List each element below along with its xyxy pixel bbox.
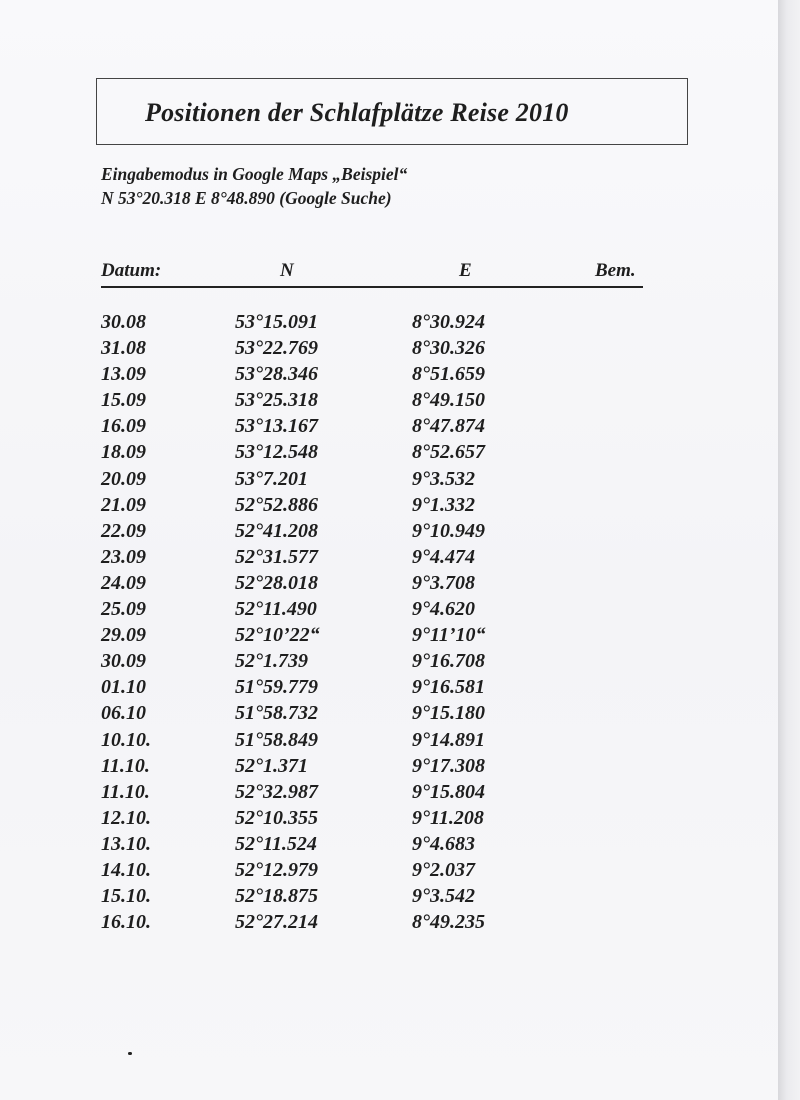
- row-north: 53°15.091: [235, 311, 318, 333]
- header-north: N: [280, 260, 294, 281]
- header-note: Bem.: [595, 260, 636, 281]
- row-north: 52°1.739: [235, 650, 308, 673]
- table-row: [101, 468, 661, 494]
- table-row: [101, 755, 661, 781]
- row-east: 9°4.620: [412, 598, 475, 621]
- table-row: [101, 520, 661, 546]
- row-east: 9°10.949: [412, 519, 485, 542]
- row-east: 9°3.532: [412, 467, 475, 490]
- row-north: 53°25.318: [235, 389, 318, 412]
- row-east: 9°3.708: [412, 571, 475, 594]
- table-row: [101, 702, 661, 728]
- table-row: [101, 572, 661, 598]
- row-east: 8°49.235: [412, 911, 485, 934]
- row-north: 52°32.987: [235, 780, 318, 803]
- row-east: 9°1.332: [412, 493, 475, 516]
- row-east: 9°16.708: [412, 650, 485, 673]
- row-east: 9°4.683: [412, 832, 475, 855]
- row-date: 15.10.: [101, 885, 151, 908]
- row-north: 53°13.167: [235, 415, 318, 438]
- row-north: 52°10.355: [235, 806, 318, 829]
- row-east: 9°2.037: [412, 858, 475, 881]
- row-east: 9°11’10“: [412, 624, 486, 647]
- row-east: 8°30.924: [412, 311, 485, 333]
- row-east: 9°14.891: [412, 728, 485, 751]
- scan-edge: [778, 0, 800, 1100]
- row-date: 15.09: [101, 389, 146, 412]
- table-row: [101, 598, 661, 624]
- row-east: 9°17.308: [412, 754, 485, 777]
- row-east: 8°52.657: [412, 441, 485, 464]
- table-row: [101, 494, 661, 520]
- table-row: [101, 807, 661, 833]
- row-north: 53°7.201: [235, 467, 308, 490]
- table-row: [101, 311, 661, 337]
- row-east: 8°49.150: [412, 389, 485, 412]
- row-date: 16.09: [101, 415, 146, 438]
- row-north: 53°12.548: [235, 441, 318, 464]
- row-east: 9°15.180: [412, 702, 485, 725]
- row-date: 31.08: [101, 337, 146, 360]
- row-date: 11.10.: [101, 780, 150, 803]
- page-title: Positionen der Schlafplätze Reise 2010: [145, 98, 569, 127]
- table-row: [101, 546, 661, 572]
- row-date: 10.10.: [101, 728, 151, 751]
- row-date: 21.09: [101, 493, 146, 516]
- row-date: 13.09: [101, 363, 146, 386]
- row-date: 22.09: [101, 519, 146, 542]
- table-row: [101, 911, 661, 937]
- table-row: [101, 441, 661, 467]
- header-date: Datum:: [101, 260, 162, 281]
- row-east: 9°3.542: [412, 885, 475, 908]
- row-date: 30.08: [101, 311, 146, 333]
- row-date: 20.09: [101, 467, 146, 490]
- table-row: [101, 781, 661, 807]
- row-north: 52°52.886: [235, 493, 318, 516]
- row-east: 9°4.474: [412, 545, 475, 568]
- row-date: 06.10: [101, 702, 146, 725]
- row-date: 12.10.: [101, 806, 151, 829]
- row-date: 30.09: [101, 650, 146, 673]
- row-north: 52°11.490: [235, 598, 317, 621]
- row-east: 9°15.804: [412, 780, 485, 803]
- row-date: 29.09: [101, 624, 146, 647]
- table-row: [101, 859, 661, 885]
- row-date: 01.10: [101, 676, 146, 699]
- coordinates-table: [101, 311, 661, 937]
- row-north: 52°31.577: [235, 545, 318, 568]
- example-coordinates: N 53°20.318 E 8°48.890 (Google Suche): [101, 188, 392, 208]
- table-row: [101, 833, 661, 859]
- table-header: [101, 260, 643, 288]
- row-east: 9°11.208: [412, 806, 484, 829]
- row-north: 52°11.524: [235, 832, 317, 855]
- row-north: 51°58.732: [235, 702, 318, 725]
- row-north: 52°1.371: [235, 754, 308, 777]
- row-north: 51°59.779: [235, 676, 318, 699]
- table-row: [101, 676, 661, 702]
- row-north: 52°18.875: [235, 885, 318, 908]
- row-east: 8°47.874: [412, 415, 485, 438]
- table-row: [101, 885, 661, 911]
- table-row: [101, 389, 661, 415]
- scan-speck: [128, 1052, 132, 1055]
- row-east: 8°51.659: [412, 363, 485, 386]
- row-north: 52°27.214: [235, 911, 318, 934]
- row-east: 9°16.581: [412, 676, 485, 699]
- row-date: 18.09: [101, 441, 146, 464]
- row-date: 16.10.: [101, 911, 151, 934]
- row-date: 24.09: [101, 571, 146, 594]
- row-north: 53°28.346: [235, 363, 318, 386]
- row-date: 13.10.: [101, 832, 151, 855]
- table-row: [101, 729, 661, 755]
- row-date: 23.09: [101, 545, 146, 568]
- row-date: 14.10.: [101, 858, 151, 881]
- row-north: 53°22.769: [235, 337, 318, 360]
- row-date: 11.10.: [101, 754, 150, 777]
- row-north: 52°41.208: [235, 519, 318, 542]
- table-row: [101, 650, 661, 676]
- table-row: [101, 337, 661, 363]
- row-north: 52°28.018: [235, 571, 318, 594]
- row-date: 25.09: [101, 598, 146, 621]
- header-east: E: [459, 260, 472, 281]
- row-north: 52°10’22“: [235, 624, 320, 647]
- table-row: [101, 624, 661, 650]
- table-row: [101, 363, 661, 389]
- input-mode-note: Eingabemodus in Google Maps „Beispiel“: [101, 164, 408, 184]
- row-north: 51°58.849: [235, 728, 318, 751]
- table-row: [101, 415, 661, 441]
- row-north: 52°12.979: [235, 858, 318, 881]
- row-east: 8°30.326: [412, 337, 485, 360]
